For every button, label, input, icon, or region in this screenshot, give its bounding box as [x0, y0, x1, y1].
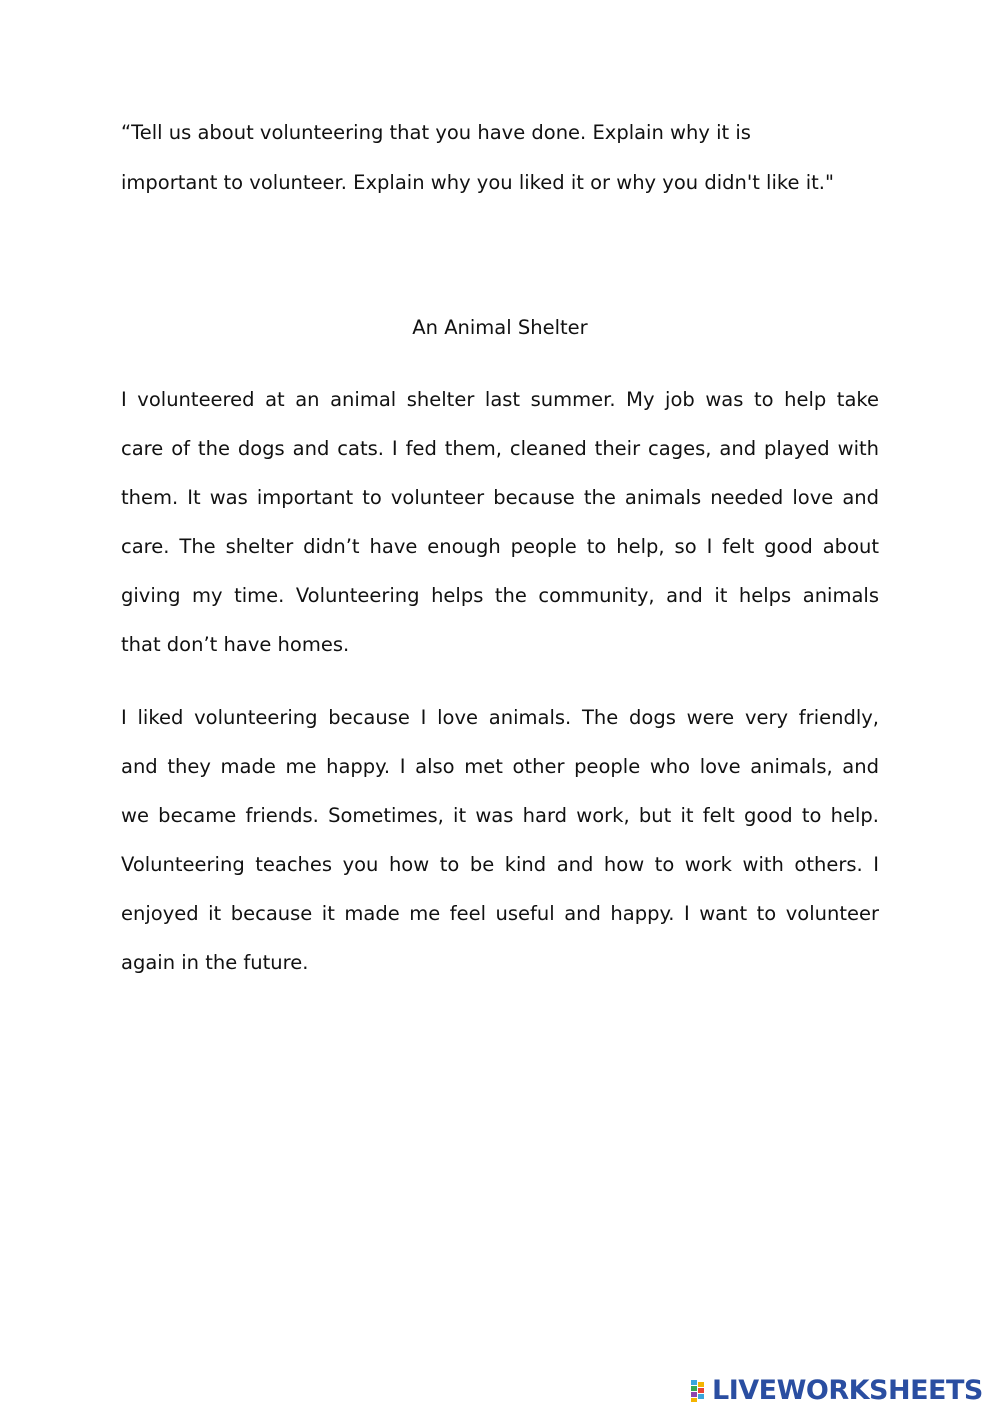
paragraph-line: care of the dogs and cats. I fed them, cleaned their cages, and played with [121, 437, 879, 460]
liveworksheets-logo-icon [691, 1380, 709, 1402]
paragraph-line: that don’t have homes. [121, 633, 350, 656]
paragraph-line: Volunteering teaches you how to be kind and how to work with others. I [121, 853, 879, 876]
paragraph-line: I volunteered at an animal shelter last summer. My job was to help take [121, 388, 879, 411]
paragraph-line: again in the future. [121, 951, 309, 974]
paragraph-line: I liked volunteering because I love animals. The dogs were very friendly, [121, 706, 879, 729]
paragraph-line: we became friends. Sometimes, it was hard work, but it felt good to help. [121, 804, 879, 827]
paragraph-line: care. The shelter didn’t have enough people to help, so I felt good about [121, 535, 879, 558]
paragraph-line: enjoyed it because it made me feel useful and happy. I want to volunteer [121, 902, 879, 925]
paragraph-line: them. It was important to volunteer because the animals needed love and [121, 486, 879, 509]
essay-title: An Animal Shelter [412, 316, 588, 339]
paragraph-line: and they made me happy. I also met other people who love animals, and [121, 755, 879, 778]
liveworksheets-logo [691, 1376, 983, 1406]
paragraph-line: giving my time. Volunteering helps the community, and it helps animals [121, 584, 879, 607]
prompt-line-1: “Tell us about volunteering that you have done. Explain why it is [121, 121, 751, 144]
prompt-line-2: important to volunteer. Explain why you liked it or why you didn't like it." [121, 171, 834, 194]
liveworksheets-logo-text: LIVEWORKSHEETS [712, 1375, 983, 1406]
